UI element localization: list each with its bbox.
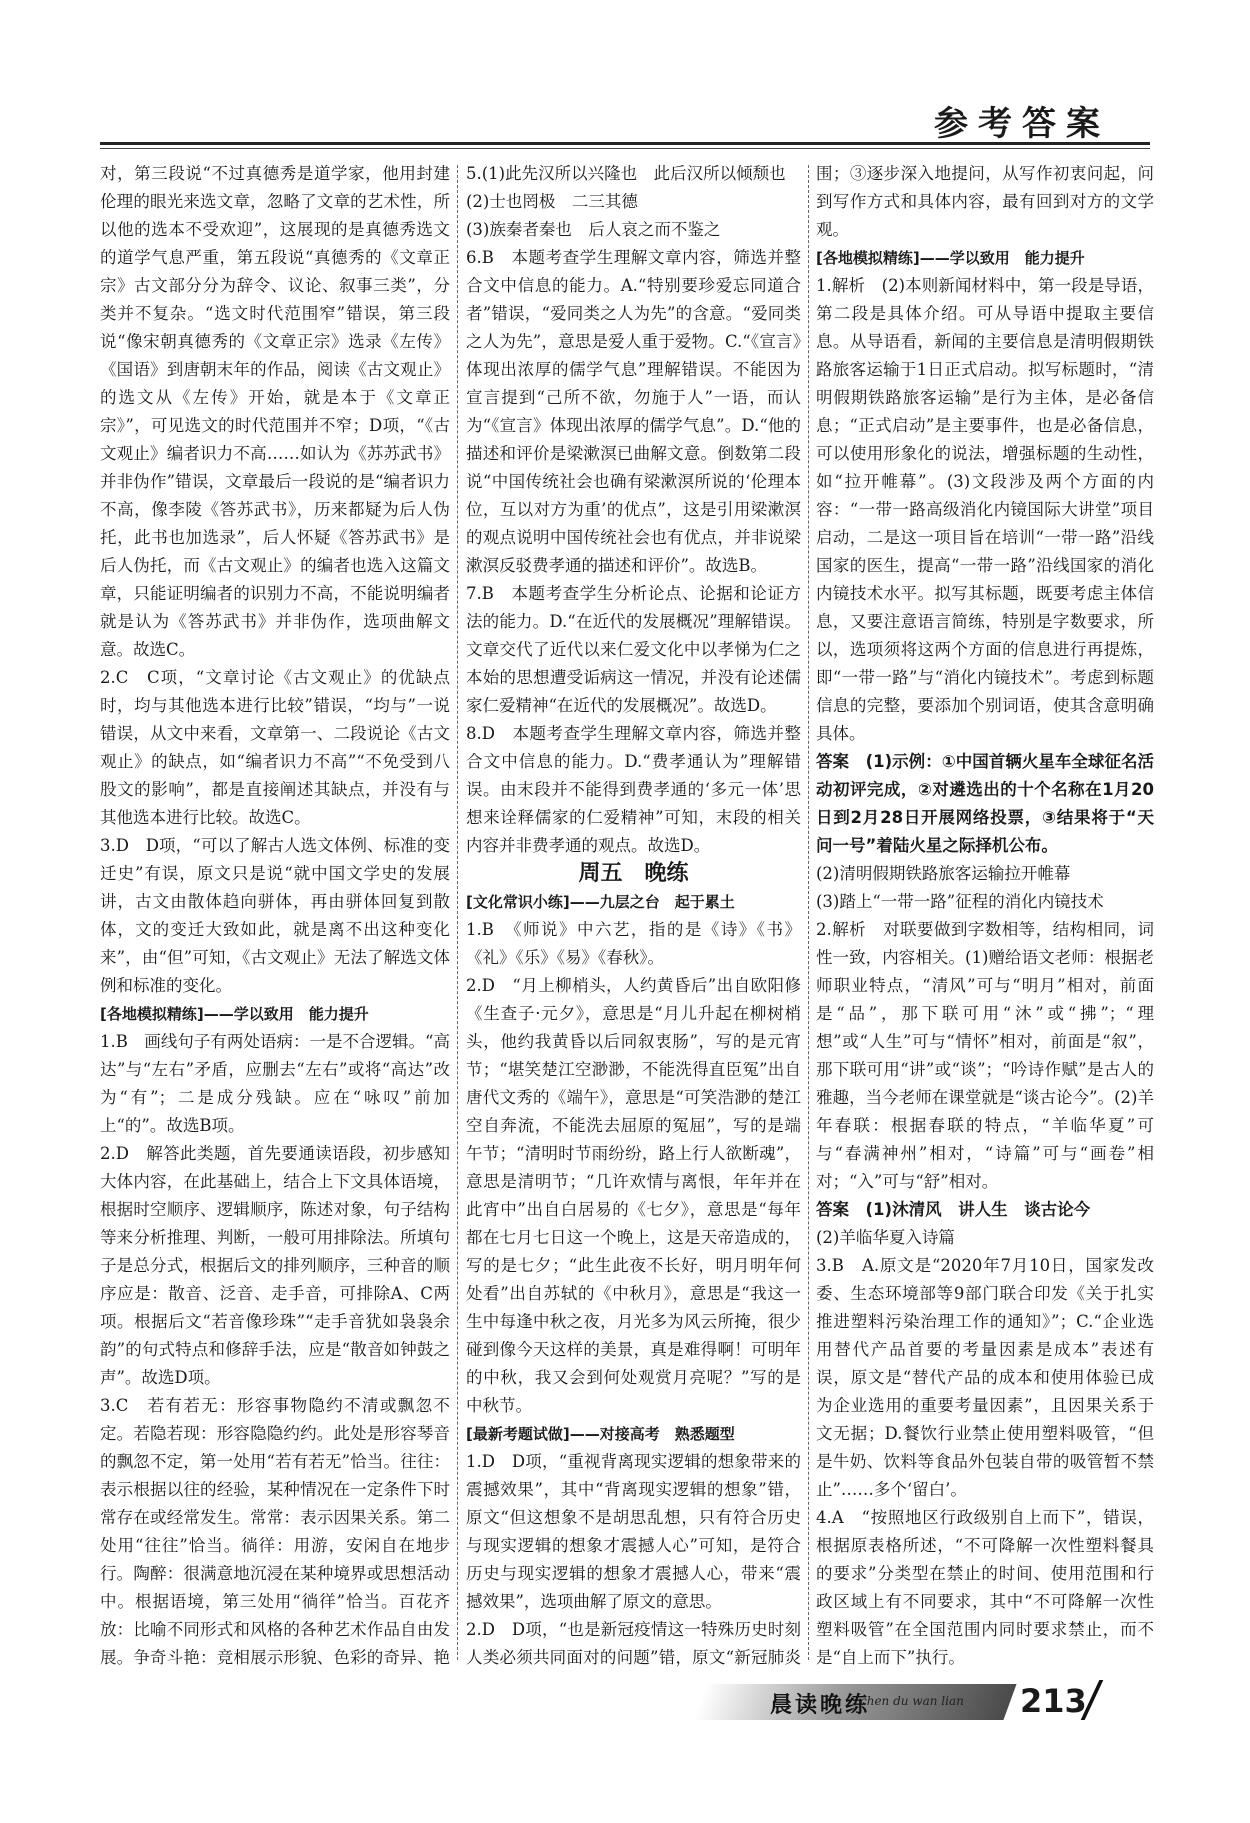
paragraph: 2.D 解答此类题，首先要通读语段，初步感知大体内容，在此基础上，结合上下文具体语境，根据时空顺序、逻辑顺序，陈述对象，句子结构等来分析推理、判断，一般可用排除法。所填句子是总分式，根据后文的排列顺序，三种音的顺序应是：散音、泛音、走手音，可排除A、C两项。根据后文“若音像珍珠”“走手音犹如袅袅余韵”的句式特点和修辞手法，应是“散音如钟鼓之声”。故选D项。 [100, 1144, 450, 1387]
paragraph: (3)族秦者秦也 后人哀之而不鉴之 [466, 220, 721, 239]
page-footer [700, 1678, 1120, 1730]
answer-column-middle [466, 160, 801, 1670]
section-tag: [各地模拟精练]——学以致用 能力提升 [816, 249, 1085, 267]
paragraph: 6.B 本题考查学生理解文章内容，筛选并整合文中信息的能力。A.“特别要珍爱忘同道合者”错误，“爱同类之人为先”的含意。“爱同类之人为先”，意思是爱人重于爱物。C.“《宣言》体现出浓厚的儒学气息”理解错误。不能因为宣言提到“己所不欲，勿施于人”一语，而认为“《宣言》体现出浓厚的儒学气息”。D.“他的描述和评价是梁漱溟已曲解文意。倒数第二段说“中国传统社会也确有梁漱溟所说的‘伦理本位，互以对方为重’的优点”，这是引用梁漱溟的观点说明中国传统社会也有优点，并非说梁漱溟反驳费孝通的描述和评价”。故选B。 [466, 248, 801, 575]
paragraph: 3.B A.原文是“2020年7月10日，国家发改委、生态环境部等9部门联合印发《关于扎实推进塑料污染治理工作的通知》”；C.“企业选用替代产品首要的考量因素是成本”表述有误，原文是“替代产品的成本和使用体验已成为企业选用的重要考量因素”，且因果关系于文无据；D.餐饮行业禁止使用塑料吸管，“但是牛奶、饮料等食品外包装自带的吸管暂不禁止”……多个‘留白’。 [816, 1256, 1154, 1499]
paragraph: 1.解析 (2)本则新闻材料中，第一段是导语，第二段是具体介绍。可从导语中提取主要信息。从导语看，新闻的主要信息是清明假期铁路旅客运输于1日正式启动。拟写标题时，“清明假期铁路旅客运输”是行为主体，是必备信息；“正式启动”是主要事件，也是必备信息，可以使用形象化的说法，增强标题的生动性，如“拉开帷幕”。(3)文段涉及两个方面的内容：“一带一路高级消化内镜国际大讲堂”项目启动，二是这一项目旨在培训“一带一路”沿线国家的医生，提高“一带一路”沿线国家的消化内镜技术水平。拟写其标题，既要考虑主体信息，又要注意语言简练，特别是字数要求，所以，选项须将这两个方面的信息进行再提炼，即“一带一路”与“消化内镜技术”。考虑到标题信息的完整，要添加个别词语，使其含意明确具体。 [816, 276, 1154, 743]
section-tag: [文化常识小练]——九层之台 起于累土 [466, 893, 735, 911]
header-rule-thin [100, 148, 1150, 149]
answer-paragraph: 答案 (1)沐清风 讲人生 谈古论今 [816, 1200, 1091, 1219]
paragraph: 1.B 《师说》中六艺，指的是《诗》《书》《礼》《乐》《易》《春秋》。 [466, 920, 801, 967]
answer-column-left [100, 160, 450, 1670]
answer-column-right [816, 160, 1154, 1670]
paragraph: 2.C C项，“文章讨论《古文观止》的优缺点时，均与其他选本进行比较”错误，“均与”一说错误，从文中来看，文章第一、二段说论《古文观止》的缺点，如“编者识力不高”“不免受到八股文的影响”，都是直接阐述其缺点，并没有与其他选本进行比较。故选C。 [100, 668, 450, 827]
column-divider-2 [808, 165, 809, 1660]
paragraph: 对，第三段说“不过真德秀是道学家，他用封建伦理的眼光来选文章，忽略了文章的艺术性，所以他的选本不受欢迎”，这展现的是真德秀选文的道学气息严重，第五段说“真德秀的《文章正宗》古文部分分为辞令、议论、叙事三类”，分类并不复杂。“选文时代范围窄”错误，第三段说“像宋朝真德秀的《文章正宗》选录《左传》《国语》到唐朝末年的作品，阅读《古文观止》的选文从《左传》开始，就是本于《文章正宗》”，可见选文的时代范围并不窄；D项，“《古文观止》编者识力不高……如认为《苏苏武书》并非伪作”错误，文章最后一段说的是“编者识力不高，像李陵《答苏武书》，历来都疑为后人伪托，此书也加选录”，后人怀疑《答苏武书》是后人伪托，而《古文观止》的编者也选入这篇文章，只能证明编者的识别力不高，不能说明编者就是认为《答苏武书》并非伪作，选项曲解文意。故选C。 [100, 164, 450, 659]
paragraph: (2)羊临华夏入诗篇 [816, 1228, 955, 1247]
paragraph: 2.解析 对联要做到字数相等，结构相同，词性一致，内容相关。(1)赠给语文老师：根据老师职业特点，“清风”可与“明月”相对，前面是“品”，那下联可用“沐”或“拂”；“理想”或“人生”可与“情怀”相对，前面是“叙”，那下联可用“讲”或“谈”；“吟诗作赋”是古人的雅趣，当今老师在课堂就是“谈古论今”。(2)羊年春联：根据春联的特点，“羊临华夏”可与“春满神州”相对，“诗篇”可与“画卷”相对；“入”可与“舒”相对。 [816, 920, 1154, 1191]
paragraph: 围；③逐步深入地提问，从写作初衷问起，问到写作方式和具体内容，最有回到对方的文学观。 [816, 164, 1154, 239]
paragraph: 3.D D项，“可以了解古人选文体例、标准的变迁史”有误，原文只是说“就中国文学史的发展讲，古文由散体趋向骈体，再由骈体回复到散体，文的变迁大致如此，就是离不出这种变化来”，由“但”可知，《古文观止》无法了解选文体例和标准的变化。 [100, 836, 450, 995]
paragraph: 3.C 若有若无：形容事物隐约不清或飘忽不定。若隐若现：形容隐隐约约。此处是形容琴音的飘忽不定，第一处用“若有若无”恰当。往往：表示根据以往的经验，某种情况在一定条件下时常存在或经常发生。常常：表示因果关系。第二处用“往往”恰当。徜徉：用游，安闲自在地步行。陶醉：很满意地沉浸在某种境界或思想活动中。根据语境，第三处用“徜徉”恰当。百花齐放：比喻不同形式和风格的各种艺术作品自由发展。争奇斗艳：竞相展示形貌、色彩的奇异、艳 [100, 1396, 450, 1667]
paragraph: 2.D “月上柳梢头，人约黄昏后”出自欧阳修《生查子·元夕》，意思是“月儿升起在柳树梢头，他约我黄昏以后同叙衷肠”，写的是元宵节；“堪笑楚江空渺渺，不能洗得直臣冤”出自唐代文秀的《端午》，意思是“可笑浩渺的楚江空自奔流，不能洗去屈原的冤屈”，写的是端午节；“清明时节雨纷纷，路上行人欲断魂”，意思是清明节；“几许欢情与离恨，年年并在此宵中”出自白居易的《七夕》，意思是“每年都在七月七日这一个晚上，这是天帝造成的，写的是七夕；“此生此夜不长好，明月明年何处看”出自苏轼的《中秋月》，意思是“我这一生中每逢中秋之夜，月光多为风云所掩，很少碰到像今天这样的美景，真是难得啊！可明年的中秋，我又会到何处观赏月亮呢？”写的是中秋节。 [466, 976, 801, 1415]
paragraph: 7.B 本题考查学生分析论点、论据和论证方法的能力。D.“在近代的发展概况”理解错误。文章交代了近代以来仁爱文化中以孝悌为仁之本始的思想遭受诟病这一情况，并没有论述儒家仁爱精神“在近代的发展概况”。故选D。 [466, 584, 801, 715]
paragraph: (3)踏上“一带一路”征程的消化内镜技术 [816, 892, 1104, 911]
paragraph: 8.D 本题考查学生理解文章内容，筛选并整合文中信息的能力。D.“费孝通认为”理解错误。由末段并不能得到费孝通的‘多元一体’思想来诠释儒家的仁爱精神”可知，末段的相关内容并非费孝通的观点。故选D。 [466, 724, 801, 855]
paragraph: 5.(1)此先汉所以兴隆也 此后汉所以倾颓也 [466, 164, 786, 183]
header-rule-thick [100, 142, 1150, 145]
footer-brand: 晨读晚练 [770, 1692, 871, 1718]
paragraph: 1.D D项，“重视背离现实逻辑的想象带来的震撼效果”，其中“背离现实逻辑的想象”错，原文“但这想象不是胡思乱想，只有符合历史与现实逻辑的想象才震撼人心”可知，是符合历史与现实逻辑的想象才震撼人心，带来“震撼效果”，选项曲解了原文的意思。 [466, 1452, 801, 1611]
paragraph: (2)清明假期铁路旅客运输拉开帷幕 [816, 864, 1071, 883]
paragraph: 2.D D项，“也是新冠疫情这一特殊历史时刻人类必须共同面对的问题”错，原文“新冠肺炎 [466, 1620, 801, 1667]
section-tag: [各地模拟精练]——学以致用 能力提升 [100, 1005, 369, 1023]
paragraph: (2)士也罔极 二三其德 [466, 192, 638, 211]
column-divider-1 [457, 165, 458, 1660]
section-title: 周五 晚练 [578, 861, 689, 886]
footer-pinyin: chen du wan lian [860, 1694, 964, 1708]
section-tag: [最新考题试做]——对接高考 熟悉题型 [466, 1425, 735, 1443]
page-number: 213 [1020, 1682, 1087, 1720]
header-title: 参考答案 [934, 104, 1110, 144]
answer-paragraph: 答案 (1)示例：①中国首辆火星车全球征名活动初评完成，②对遴选出的十个名称在1月20日到2月28日开展网络投票，③结果将于“天问一号”着陆火星之际择机公布。 [816, 752, 1154, 855]
paragraph: 1.B 画线句子有两处语病：一是不合逻辑。“高达”与“左右”矛盾，应删去“左右”或将“高达”改为“有”；二是成分残缺。应在“咏叹”前加上“的”。故选B项。 [100, 1032, 450, 1135]
paragraph: 4.A “按照地区行政级别自上而下”，错误，根据原表格所述，“不可降解一次性塑料餐具的要求”分类型在禁止的时间、使用范围和行政区域上有不同要求，其中“不可降解一次性塑料吸管”在全国范围内同时要求禁止，而不是“自上而下”执行。 [816, 1508, 1154, 1667]
